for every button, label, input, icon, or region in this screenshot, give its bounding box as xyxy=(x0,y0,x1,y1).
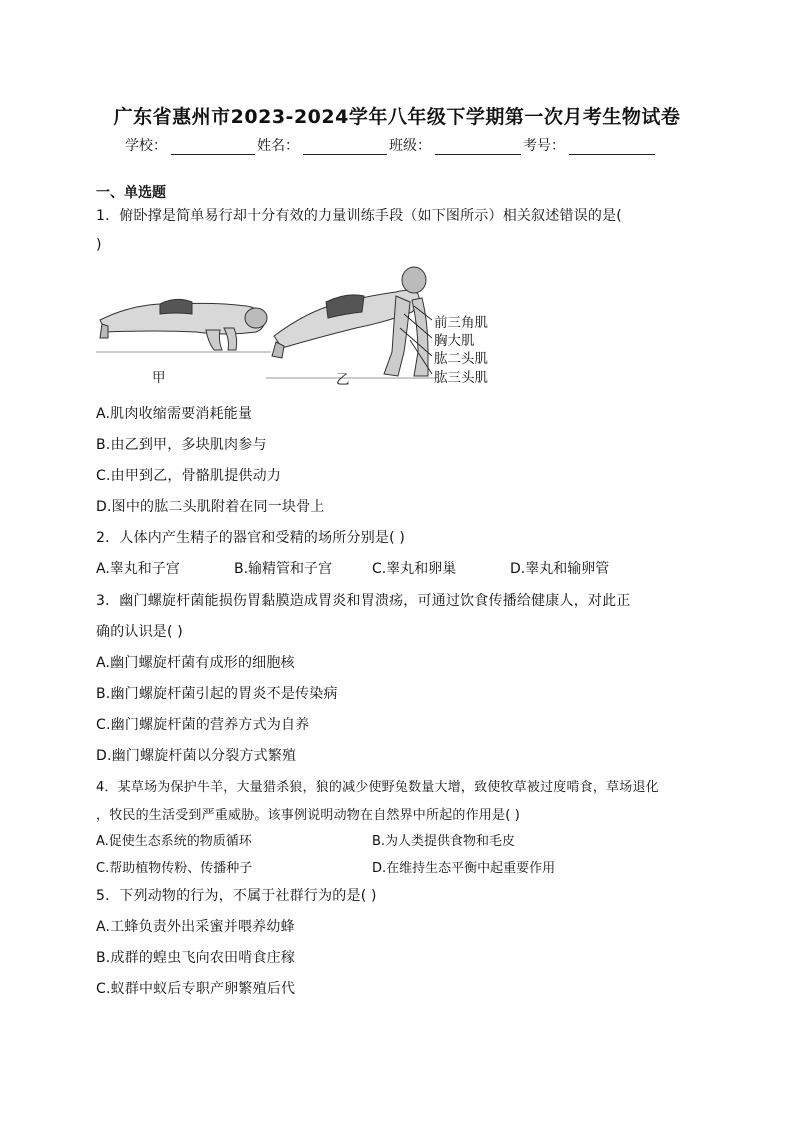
school-field xyxy=(125,135,257,155)
q5-option-b[interactable]: B.成群的蝗虫飞向农田啃食庄稼 xyxy=(96,950,296,966)
q4-option-c[interactable]: C.帮助植物传粉、传播种子 xyxy=(96,861,253,876)
q2-option-d[interactable]: D.睾丸和输卵管 xyxy=(510,561,610,577)
figure-label-jia: 甲 xyxy=(152,370,166,386)
q4-option-a[interactable]: A.促使生态系统的物质循环 xyxy=(96,834,252,849)
q4-option-d[interactable]: D.在维持生态平衡中起重要作用 xyxy=(372,861,556,876)
q1-option-c[interactable]: C.由甲到乙，骨骼肌提供动力 xyxy=(96,468,282,484)
school-blank[interactable] xyxy=(171,138,255,155)
figure-label-yi: 乙 xyxy=(336,372,350,388)
class-label: 班级： xyxy=(389,138,431,154)
class-field xyxy=(389,135,523,155)
q2-stem: 2．人体内产生精子的器官和受精的场所分别是( ) xyxy=(96,530,406,546)
q1-option-d[interactable]: D.图中的肱二头肌附着在同一块骨上 xyxy=(96,499,325,515)
name-label: 姓名： xyxy=(257,138,299,154)
q1-stem-line2: ) xyxy=(96,237,102,253)
student-info-row xyxy=(125,135,657,155)
school-label: 学校： xyxy=(125,138,167,154)
q1-option-b[interactable]: B.由乙到甲，多块肌肉参与 xyxy=(96,437,267,453)
name-field xyxy=(257,135,389,155)
q2-option-a[interactable]: A.睾丸和子宫 xyxy=(96,561,180,577)
q2-option-b[interactable]: B.输精管和子宫 xyxy=(234,561,333,577)
q5-stem: 5．下列动物的行为，不属于社群行为的是( ) xyxy=(96,888,377,904)
exam-number-label: 考号： xyxy=(523,138,565,154)
pushup-figure-yi xyxy=(266,267,436,378)
exam-number-blank[interactable] xyxy=(569,138,655,155)
q3-stem-line2: 确的认识是( ) xyxy=(96,624,183,640)
pushup-figure xyxy=(96,262,506,388)
q3-option-a[interactable]: A.幽门螺旋杆菌有成形的细胞核 xyxy=(96,655,295,671)
section-heading: 一、单选题 xyxy=(96,185,166,201)
q4-stem-line1: 4．某草场为保护牛羊，大量猎杀狼，狼的减少使野兔数量大增，致使牧草被过度啃食，草场退化 xyxy=(96,780,659,795)
name-blank[interactable] xyxy=(303,138,387,155)
q2-option-c[interactable]: C.睾丸和卵巢 xyxy=(372,561,457,577)
muscle-label-pectoralis-major: 胸大肌 xyxy=(434,333,475,349)
muscle-label-anterior-deltoid: 前三角肌 xyxy=(434,315,488,331)
exam-number-field xyxy=(523,135,657,155)
muscle-label-triceps: 肱三头肌 xyxy=(434,370,488,386)
page-title: 广东省惠州市2023-2024学年八年级下学期第一次月考生物试卷 xyxy=(113,106,681,128)
pushup-figure-jia xyxy=(96,299,271,352)
q4-option-b[interactable]: B.为人类提供食物和毛皮 xyxy=(372,834,516,849)
q3-option-b[interactable]: B.幽门螺旋杆菌引起的胃炎不是传染病 xyxy=(96,686,338,702)
q5-option-c[interactable]: C.蚁群中蚁后专职产卵繁殖后代 xyxy=(96,981,296,997)
q3-option-d[interactable]: D.幽门螺旋杆菌以分裂方式繁殖 xyxy=(96,748,297,764)
muscle-label-biceps: 肱二头肌 xyxy=(434,351,488,367)
q5-option-a[interactable]: A.工蜂负责外出采蜜并喂养幼蜂 xyxy=(96,919,295,935)
q3-stem-line1: 3．幽门螺旋杆菌能损伤胃黏膜造成胃炎和胃溃疡，可通过饮食传播给健康人，对此正 xyxy=(96,593,631,609)
q4-stem-line2: ，牧民的生活受到严重威胁。该事例说明动物在自然界中所起的作用是( ) xyxy=(96,808,521,823)
q3-option-c[interactable]: C.幽门螺旋杆菌的营养方式为自养 xyxy=(96,717,310,733)
q1-stem-line1: 1．俯卧撑是简单易行却十分有效的力量训练手段（如下图所示）相关叙述错误的是( xyxy=(96,208,622,224)
class-blank[interactable] xyxy=(435,138,521,155)
q1-option-a[interactable]: A.肌肉收缩需要消耗能量 xyxy=(96,406,253,422)
